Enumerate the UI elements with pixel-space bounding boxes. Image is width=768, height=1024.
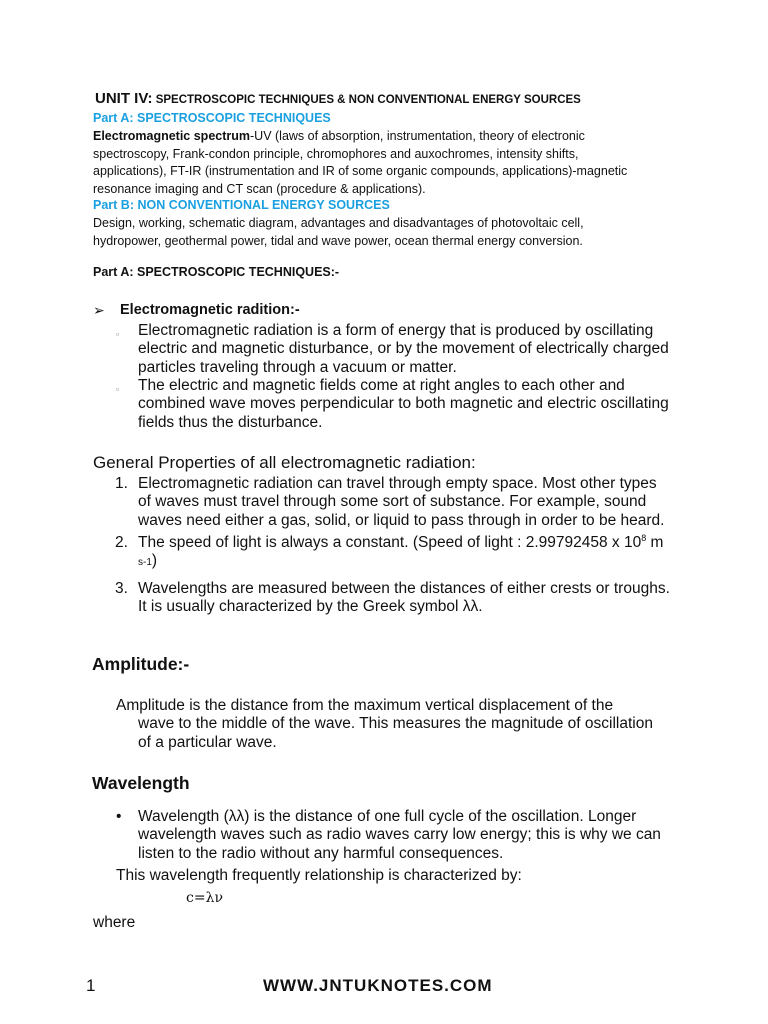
unit-title xyxy=(95,90,581,107)
general-item-3 xyxy=(115,580,738,617)
amplitude-heading: Amplitude:- xyxy=(92,654,190,674)
item-number: 2. xyxy=(115,534,128,551)
part-b-line: Design, working, schematic diagram, advantages and disadvantages of photovoltaic cell, xyxy=(93,216,584,230)
general-line: waves need either a gas, solid, or liquid to pass through in order to be heard. xyxy=(138,511,665,529)
wavelength-line: listen to the radio without any harmful consequences. xyxy=(138,844,504,862)
general-line: The speed of light is always a constant. (Speed of light : 2.99792458 x 10 xyxy=(138,534,642,551)
em-line: particles traveling through a vacuum or matter. xyxy=(138,358,457,376)
unit-label: UNIT IV: xyxy=(95,90,153,107)
paren-close: ) xyxy=(151,552,158,570)
em-bullet-item xyxy=(116,377,738,432)
wavelength-line: wavelength waves such as radio waves carry low energy; this is why we can xyxy=(138,826,661,844)
relation-text: This wavelength frequently relationship is characterized by: xyxy=(116,867,522,884)
general-line: of waves must travel through some sort of substance. For example, sound xyxy=(138,493,647,511)
em-line: electric and magnetic disturbance, or by the movement of electrically charged xyxy=(138,340,669,358)
part-a-line: spectroscopy, Frank-condon principle, chromophores and auxochromes, intensity shifts, xyxy=(93,146,579,161)
bullet-icon: • xyxy=(116,808,122,825)
part-a-syllabus xyxy=(93,128,693,198)
em-bullet-item xyxy=(116,322,738,377)
square-bullet-icon: ▫ xyxy=(116,329,120,339)
part-b-syllabus-heading: Part B: NON CONVENTIONAL ENERGY SOURCES xyxy=(93,198,390,212)
unit-subject: SPECTROSCOPIC TECHNIQUES & NON CONVENTIONAL ENERGY SOURCES xyxy=(152,94,581,106)
unit-small: s-1 xyxy=(138,557,152,569)
exponent: 8 xyxy=(641,532,647,543)
em-line: Electromagnetic radiation is a form of energy that is produced by oscillating xyxy=(138,322,654,339)
em-radiation-heading: Electromagnetic radition:- xyxy=(120,302,300,318)
amplitude-line: Amplitude is the distance from the maximum vertical displacement of the xyxy=(116,697,614,714)
wavelength-heading: Wavelength xyxy=(92,773,190,793)
general-line-end: m xyxy=(646,534,664,551)
amplitude-line: of a particular wave. xyxy=(138,733,277,751)
general-item-1 xyxy=(115,475,738,530)
part-b-syllabus xyxy=(93,215,693,250)
part-a-line: applications), FT-IR (instrumentation and IR of some organic compounds, applications)-magnetic xyxy=(93,164,628,178)
where-label: where xyxy=(93,914,136,931)
amplitude-paragraph xyxy=(116,697,716,752)
part-b-line: hydropower, geothermal power, tidal and wave power, ocean thermal energy conversion. xyxy=(93,233,583,248)
part-a-line: resonance imaging and CT scan (procedure & applications). xyxy=(93,181,426,196)
equation: c=λν xyxy=(186,890,223,906)
general-properties-heading: General Properties of all electromagnetic radiation: xyxy=(93,453,476,472)
section-a-title: Part A: SPECTROSCOPIC TECHNIQUES:- xyxy=(93,265,340,279)
general-line: Electromagnetic radiation can travel through empty space. Most other types xyxy=(138,475,657,492)
page-number: 1 xyxy=(86,976,96,995)
em-line: The electric and magnetic fields come at right angles to each other and xyxy=(138,377,625,394)
part-a-syllabus-heading: Part A: SPECTROSCOPIC TECHNIQUES xyxy=(93,111,331,125)
em-line: fields thus the disturbance. xyxy=(138,413,323,431)
em-line: combined wave moves perpendicular to both magnetic and electric oscillating xyxy=(138,395,669,413)
item-number: 3. xyxy=(115,580,128,597)
part-a-line: -UV (laws of absorption, instrumentation, theory of electronic xyxy=(250,129,585,143)
wavelength-line: Wavelength (λλ) is the distance of one full cycle of the oscillation. Longer xyxy=(138,808,637,825)
general-item-2 xyxy=(115,532,738,573)
wavelength-bullet-item xyxy=(116,808,738,863)
general-line: Wavelengths are measured between the distances of either crests or troughs. xyxy=(138,580,670,597)
arrow-bullet-icon: ➢ xyxy=(93,302,105,318)
square-bullet-icon: ▫ xyxy=(116,384,120,394)
amplitude-line: wave to the middle of the wave. This measures the magnitude of oscillation xyxy=(138,715,653,733)
item-number: 1. xyxy=(115,475,128,492)
general-line: It is usually characterized by the Greek symbol λλ. xyxy=(138,598,483,616)
footer-site: WWW.JNTUKNOTES.COM xyxy=(263,976,493,995)
part-a-lead: Electromagnetic spectrum xyxy=(93,129,250,143)
